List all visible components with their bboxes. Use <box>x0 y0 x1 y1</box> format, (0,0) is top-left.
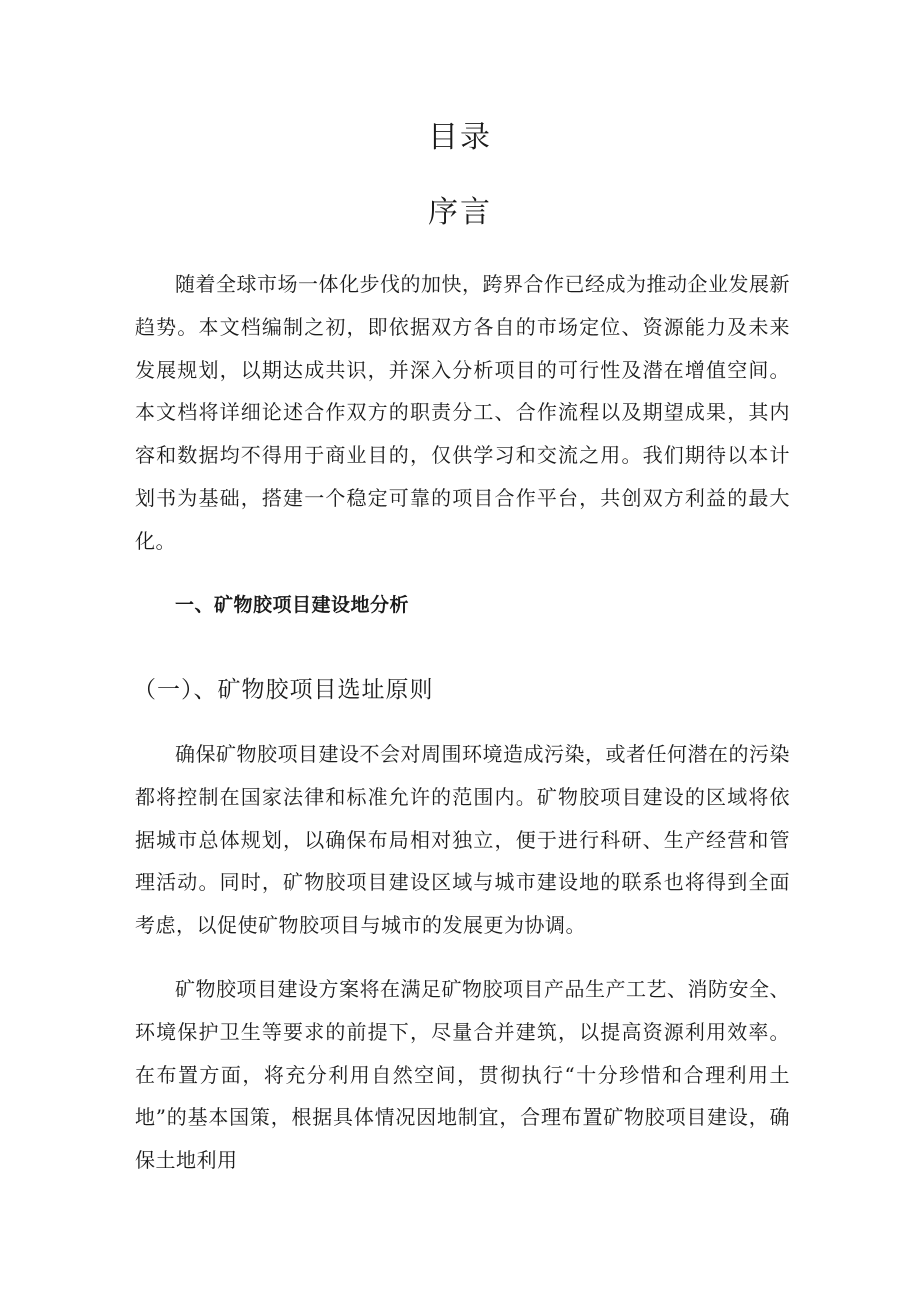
subsection-heading: （一）、矿物胶项目选址原则 <box>133 677 434 703</box>
section-heading: 一、矿物胶项目建设地分析 <box>175 594 410 616</box>
preface-title: 序言 <box>428 195 492 230</box>
preface-paragraph: 随着全球市场一体化步伐的加快，跨界合作已经成为推动企业发展新趋势。本文档编制之初，即依据双方各自的市场定位、资源能力及未来发展规划，以期达成共识，并深入分析项目的可行性及潜在增值空间。本文档将详细论述合作双方的职责分工、合作流程以及期望成果，其内容和数据均不得用于商业目的，仅供学习和交流之用。我们期待以本计划书为基础，搭建一个稳定可靠的项目合作平台，共创双方利益的最大化。 <box>135 272 790 553</box>
body-paragraph-2: 矿物胶项目建设方案将在满足矿物胶项目产品生产工艺、消防安全、环境保护卫生等要求的前提下，尽量合并建筑，以提高资源利用效率。在布置方面，将充分利用自然空间，贯彻执行“十分珍惜和合理利用土地”的基本国策，根据具体情况因地制宜，合理布置矿物胶项目建设，确保土地利用 <box>135 977 790 1173</box>
body-paragraph-1: 确保矿物胶项目建设不会对周围环境造成污染，或者任何潜在的污染都将控制在国家法律和标准允许的范围内。矿物胶项目建设的区域将依据城市总体规划，以确保布局相对独立，便于进行科研、生产经营和管理活动。同时，矿物胶项目建设区域与城市建设地的联系也将得到全面考虑，以促使矿物胶项目与城市的发展更为协调。 <box>135 742 790 938</box>
toc-title: 目录 <box>428 120 492 155</box>
